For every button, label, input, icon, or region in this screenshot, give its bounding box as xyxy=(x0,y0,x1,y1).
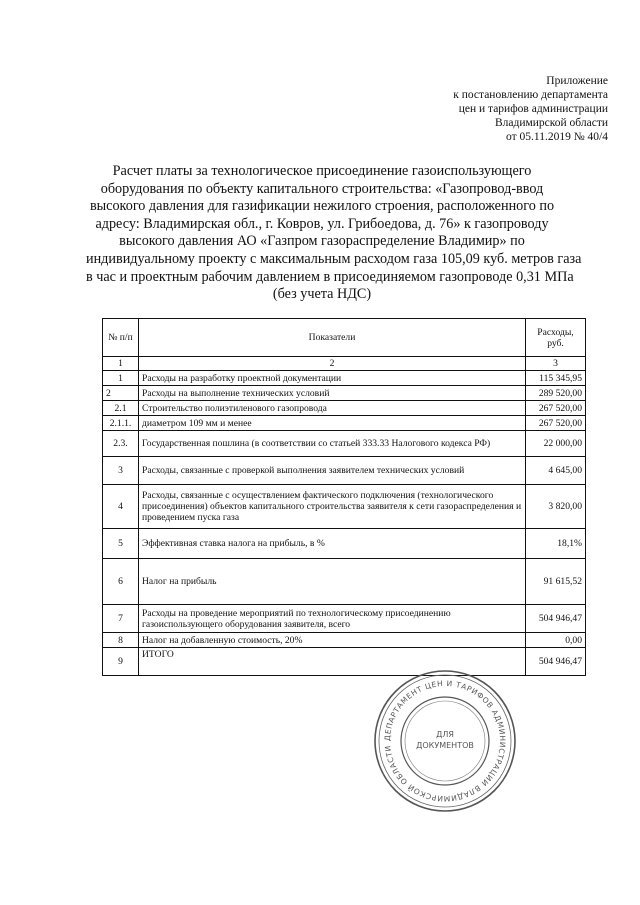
appendix-line: к постановлению департамента xyxy=(453,89,608,101)
row-amount: 115 345,95 xyxy=(526,371,586,386)
row-amount: 267 520,00 xyxy=(526,401,586,416)
title-line: в час и проектным рабочим давлением в присоединяемом газопроводе 0,31 МПа xyxy=(86,268,574,285)
appendix-line: Владимирской области xyxy=(494,117,608,129)
row-num: 2 xyxy=(103,386,139,401)
row-amount: 18,1% xyxy=(526,529,586,559)
table-row xyxy=(103,416,586,431)
column-number-row xyxy=(103,357,586,371)
col-number: 2 xyxy=(139,357,526,371)
stamp-inner-line1: ДЛЯ xyxy=(436,730,454,739)
table-row xyxy=(103,371,586,386)
document-title xyxy=(86,163,582,304)
table-row xyxy=(103,401,586,416)
appendix-line: от 05.11.2019 № 40/4 xyxy=(506,131,608,143)
row-amount: 0,00 xyxy=(526,633,586,648)
header-label: Показатели xyxy=(139,319,526,357)
header-amount: Расходы, руб. xyxy=(526,319,586,357)
title-line: оборудования по объекту капитального строительства: «Газопровод-ввод xyxy=(100,180,544,197)
table-row xyxy=(103,431,586,457)
row-num: 2.3. xyxy=(103,431,139,457)
row-amount: 3 820,00 xyxy=(526,485,586,529)
title-line: высокого давления АО «Газпром газораспределение Владимир» по xyxy=(119,233,525,250)
stamp-inner-line2: ДОКУМЕНТОВ xyxy=(416,741,474,750)
title-line: индивидуальному проекту с максимальным расходом газа 105,09 куб. метров газа xyxy=(86,250,582,267)
row-num: 8 xyxy=(103,633,139,648)
row-amount: 504 946,47 xyxy=(526,648,586,676)
row-num: 6 xyxy=(103,559,139,605)
table-row xyxy=(103,529,586,559)
row-label: Налог на добавленную стоимость, 20% xyxy=(139,633,526,648)
stamp-seal-icon xyxy=(370,666,520,816)
row-amount: 91 615,52 xyxy=(526,559,586,605)
table-row xyxy=(103,386,586,401)
table-row xyxy=(103,559,586,605)
official-stamp xyxy=(370,666,520,816)
row-num: 5 xyxy=(103,529,139,559)
row-amount: 22 000,00 xyxy=(526,431,586,457)
title-line: Расчет платы за технологическое присоединение газоиспользующего xyxy=(112,163,532,179)
col-number: 3 xyxy=(526,357,586,371)
table-header-row xyxy=(103,319,586,357)
header-num: № п/п xyxy=(103,319,139,357)
row-num: 3 xyxy=(103,457,139,485)
row-label: Расходы, связанные с проверкой выполнения заявителем технических условий xyxy=(139,457,526,485)
title-line: высокого давления для газификации нежилого строения, расположенного по xyxy=(89,198,555,215)
row-num: 1 xyxy=(103,371,139,386)
row-label: Расходы, связанные с осуществлением фактического подключения (технологического присоединения) объектов капитального строительства заявителя к сети газораспределения и проведением пуска газа xyxy=(139,485,526,529)
row-num: 2.1.1. xyxy=(103,416,139,431)
row-label: Государственная пошлина (в соответствии со статьей 333.33 Налогового кодекса РФ) xyxy=(139,431,526,457)
stamp-ring-text: ДЕПАРТАМЕНТ ЦЕН И ТАРИФОВ АДМИНИСТРАЦИИ ВЛАДИМИРСКОЙ ОБЛАСТИ xyxy=(382,678,508,804)
row-amount: 504 946,47 xyxy=(526,605,586,633)
row-amount: 267 520,00 xyxy=(526,416,586,431)
row-label: Налог на прибыль xyxy=(139,559,526,605)
row-num: 9 xyxy=(103,648,139,676)
appendix-line: цен и тарифов администрации xyxy=(458,103,608,115)
row-label: Расходы на разработку проектной документации xyxy=(139,371,526,386)
table-row xyxy=(103,457,586,485)
row-amount: 289 520,00 xyxy=(526,386,586,401)
row-label: Эффективная ставка налога на прибыль, в % xyxy=(139,529,526,559)
table-row xyxy=(103,633,586,648)
row-label: ИТОГО xyxy=(139,648,526,676)
row-num: 2.1 xyxy=(103,401,139,416)
appendix-block xyxy=(418,74,608,144)
title-line: (без учета НДС) xyxy=(272,286,372,303)
col-number: 1 xyxy=(103,357,139,371)
row-label: Расходы на выполнение технических условий xyxy=(139,386,526,401)
title-line: адресу: Владимирская обл., г. Ковров, ул. Грибоедова, д. 76» к газопроводу xyxy=(95,215,549,232)
table-row xyxy=(103,605,586,633)
row-label: Строительство полиэтиленового газопровода xyxy=(139,401,526,416)
cost-table xyxy=(102,318,586,676)
row-num: 4 xyxy=(103,485,139,529)
row-num: 7 xyxy=(103,605,139,633)
table-row xyxy=(103,485,586,529)
row-label: Расходы на проведение мероприятий по технологическому присоединению газоиспользующего оборудования заявителя, всего xyxy=(139,605,526,633)
appendix-line: Приложение xyxy=(546,75,608,87)
row-amount: 4 645,00 xyxy=(526,457,586,485)
row-label: диаметром 109 мм и менее xyxy=(139,416,526,431)
